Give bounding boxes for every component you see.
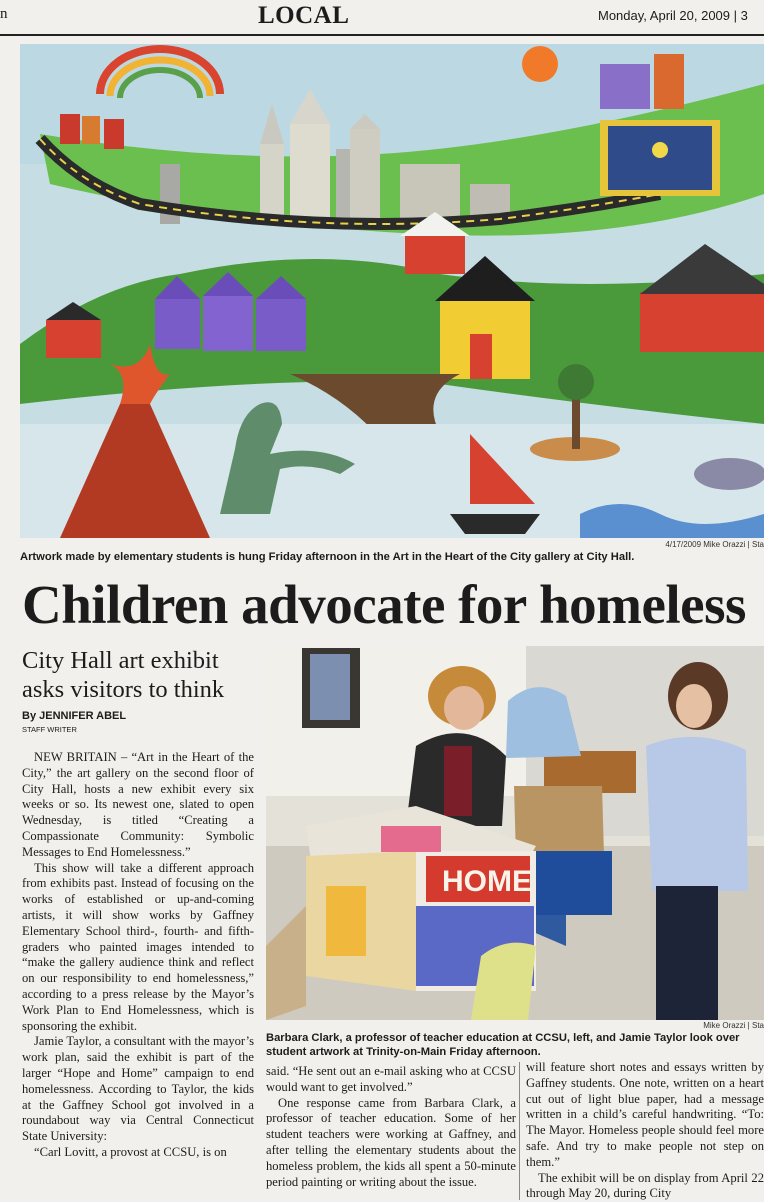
photo-caption: Artwork made by elementary students is hung Friday afternoon in the Art in the Heart of the City gallery at City Hall. xyxy=(20,551,635,563)
box-label: HOME xyxy=(442,865,532,898)
column-rule xyxy=(519,1062,520,1200)
photo-credit: 4/17/2009 Mike Orazzi | Sta xyxy=(665,540,764,549)
issue-date: Monday, April 20, 2009 | 3 xyxy=(598,8,748,23)
paragraph: This show will take a different approach from exhibits past. Instead of focusing on the works of established or up-and-coming artists, it will show works by Gaffney Elementary School third-, fourth- and fifth-graders who painted images intended to “make the gallery audience think and reflect on our responsibility to end homelessness,” according to a press release by the Mayor’s Work Plan to End Homelessness, which is sponsoring the exhibit. xyxy=(22,860,254,1033)
exhibit-photo xyxy=(266,646,764,1020)
article-column-3 xyxy=(526,1060,764,1202)
paragraph: “Carl Lovitt, a provost at CCSU, is on xyxy=(34,1144,227,1159)
header-rule xyxy=(0,34,764,36)
paragraph: said. “He sent out an e-mail asking who at CCSU would want to get involved.” xyxy=(266,1064,516,1094)
paragraph: will feature short notes and essays written by Gaffney students. One note, written on a heart cut out of light blue paper, had a message written in a child’s careful handwriting. “To: The Mayor. Homeless people should feel more safe. And try to make people not step on them.” xyxy=(526,1060,764,1169)
byline-title: STAFF WRITER xyxy=(22,725,77,734)
headline: Children advocate for homeless xyxy=(22,574,746,635)
article-column-2 xyxy=(266,1064,516,1190)
mural-photo xyxy=(20,44,764,538)
byline: By JENNIFER ABEL xyxy=(22,710,127,722)
section-title: LOCAL xyxy=(258,2,350,29)
paragraph: The exhibit will be on display from April 22 through May 20, during City xyxy=(526,1170,764,1201)
header-left-fragment: n xyxy=(0,6,8,22)
photo-credit-2: Mike Orazzi | Sta xyxy=(703,1021,764,1030)
article-column-1 xyxy=(22,750,254,1161)
subheadline: City Hall art exhibit asks visitors to think xyxy=(22,647,225,703)
paragraph: Jamie Taylor, a consultant with the mayor’s work plan, said the exhibit is part of the larger “Hope and Home” campaign to end homelessness. According to Taylor, the kids at the Gaffney School got involved in a roundabout way via Central Connecticut State University: xyxy=(22,1034,254,1144)
paragraph: NEW BRITAIN – “Art in the Heart of the City,” the art gallery on the second floor of City Hall, hosts a new exhibit every six weeks or so. Its newest one, slated to open Wednesday, is titled “Creating a Compassionate Community: Symbolic Messages to End Homelessness.” xyxy=(22,750,254,859)
paragraph: One response came from Barbara Clark, a professor of teacher education. Some of her student teachers were working at Gaffney, and after telling the elementary students about the homeless problem, the kids all spent a 50-minute period painting or writing about the issue. xyxy=(266,1095,516,1189)
photo-caption-2: Barbara Clark, a professor of teacher education at CCSU, left, and Jamie Taylor look over student artwork at Trinity-on-Main Friday afternoon. xyxy=(266,1032,740,1058)
